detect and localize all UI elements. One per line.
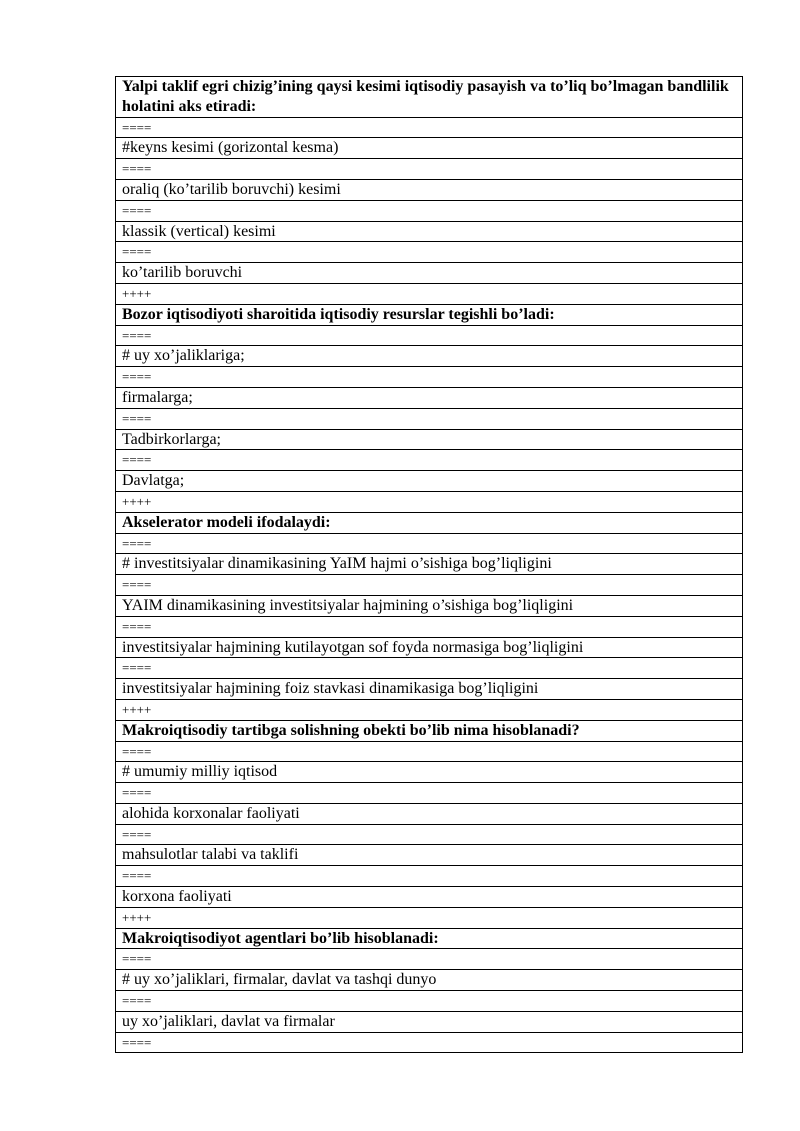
question-text: Akselerator modeli ifodalaydi: xyxy=(116,512,743,533)
end-marker-text: ++++ xyxy=(116,907,743,928)
separator-text: ==== xyxy=(116,866,743,887)
separator-row xyxy=(116,408,743,429)
answer-text: #keyns kesimi (gorizontal kesma) xyxy=(116,138,743,159)
question-table xyxy=(115,76,743,1053)
separator-text: ==== xyxy=(116,991,743,1012)
separator-row xyxy=(116,242,743,263)
separator-text: ==== xyxy=(116,408,743,429)
answer-row xyxy=(116,138,743,159)
separator-row xyxy=(116,117,743,138)
answer-text: Tadbirkorlarga; xyxy=(116,429,743,450)
answer-text: investitsiyalar hajmining kutilayotgan sof foyda normasiga bog’liqligini xyxy=(116,637,743,658)
question-row xyxy=(116,928,743,949)
answer-row xyxy=(116,970,743,991)
separator-text: ==== xyxy=(116,450,743,471)
end-marker-text: ++++ xyxy=(116,699,743,720)
answer-row xyxy=(116,471,743,492)
answer-text: alohida korxonalar faoliyati xyxy=(116,803,743,824)
separator-row xyxy=(116,450,743,471)
answer-row xyxy=(116,263,743,284)
separator-row xyxy=(116,741,743,762)
separator-text: ==== xyxy=(116,325,743,346)
answer-text: oraliq (ko’tarilib boruvchi) kesimi xyxy=(116,179,743,200)
answer-text: firmalarga; xyxy=(116,387,743,408)
separator-text: ==== xyxy=(116,117,743,138)
separator-text: ==== xyxy=(116,367,743,388)
answer-row xyxy=(116,595,743,616)
answer-text: # umumiy milliy iqtisod xyxy=(116,762,743,783)
question-row xyxy=(116,77,743,118)
question-row xyxy=(116,304,743,325)
question-row xyxy=(116,720,743,741)
separator-text: ==== xyxy=(116,575,743,596)
answer-row xyxy=(116,554,743,575)
answer-row xyxy=(116,887,743,908)
separator-text: ==== xyxy=(116,824,743,845)
answer-text: klassik (vertical) kesimi xyxy=(116,221,743,242)
answer-row xyxy=(116,845,743,866)
question-text: Bozor iqtisodiyoti sharoitida iqtisodiy resurslar tegishli bo’ladi: xyxy=(116,304,743,325)
end-marker-text: ++++ xyxy=(116,283,743,304)
answer-text: uy xo’jaliklari, davlat va firmalar xyxy=(116,1011,743,1032)
answer-text: # investitsiyalar dinamikasining YaIM hajmi o’sishiga bog’liqligini xyxy=(116,554,743,575)
separator-row xyxy=(116,658,743,679)
separator-text: ==== xyxy=(116,949,743,970)
separator-text: ==== xyxy=(116,658,743,679)
separator-row xyxy=(116,159,743,180)
answer-text: investitsiyalar hajmining foiz stavkasi dinamikasiga bog’liqligini xyxy=(116,679,743,700)
answer-text: korxona faoliyati xyxy=(116,887,743,908)
separator-text: ==== xyxy=(116,616,743,637)
separator-row xyxy=(116,949,743,970)
separator-row xyxy=(116,783,743,804)
end-marker-row xyxy=(116,699,743,720)
separator-row xyxy=(116,533,743,554)
answer-row xyxy=(116,387,743,408)
answer-row xyxy=(116,346,743,367)
separator-row xyxy=(116,367,743,388)
answer-text: Davlatga; xyxy=(116,471,743,492)
answer-row xyxy=(116,179,743,200)
question-text: Yalpi taklif egri chizig’ining qaysi kesimi iqtisodiy pasayish va to’liq bo’lmagan bandlilik holatini aks etiradi: xyxy=(116,77,743,118)
separator-row xyxy=(116,824,743,845)
separator-text: ==== xyxy=(116,159,743,180)
separator-text: ==== xyxy=(116,242,743,263)
separator-row xyxy=(116,575,743,596)
separator-row xyxy=(116,991,743,1012)
answer-text: ko’tarilib boruvchi xyxy=(116,263,743,284)
answer-text: mahsulotlar talabi va taklifi xyxy=(116,845,743,866)
separator-row xyxy=(116,616,743,637)
answer-row xyxy=(116,429,743,450)
question-text: Makroiqtisodiyot agentlari bo’lib hisoblanadi: xyxy=(116,928,743,949)
separator-text: ==== xyxy=(116,783,743,804)
answer-text: YAIM dinamikasining investitsiyalar hajmining o’sishiga bog’liqligini xyxy=(116,595,743,616)
answer-row xyxy=(116,679,743,700)
question-row xyxy=(116,512,743,533)
separator-text: ==== xyxy=(116,200,743,221)
answer-row xyxy=(116,1011,743,1032)
end-marker-row xyxy=(116,491,743,512)
answer-text: # uy xo’jaliklariga; xyxy=(116,346,743,367)
answer-row xyxy=(116,637,743,658)
answer-text: # uy xo’jaliklari, firmalar, davlat va tashqi dunyo xyxy=(116,970,743,991)
end-marker-text: ++++ xyxy=(116,491,743,512)
separator-text: ==== xyxy=(116,1032,743,1053)
separator-row xyxy=(116,200,743,221)
end-marker-row xyxy=(116,907,743,928)
question-table-body xyxy=(116,77,743,1053)
end-marker-row xyxy=(116,283,743,304)
answer-row xyxy=(116,221,743,242)
answer-row xyxy=(116,762,743,783)
separator-text: ==== xyxy=(116,741,743,762)
answer-row xyxy=(116,803,743,824)
separator-row xyxy=(116,866,743,887)
separator-row xyxy=(116,325,743,346)
question-text: Makroiqtisodiy tartibga solishning obekti bo’lib nima hisoblanadi? xyxy=(116,720,743,741)
separator-row xyxy=(116,1032,743,1053)
separator-text: ==== xyxy=(116,533,743,554)
